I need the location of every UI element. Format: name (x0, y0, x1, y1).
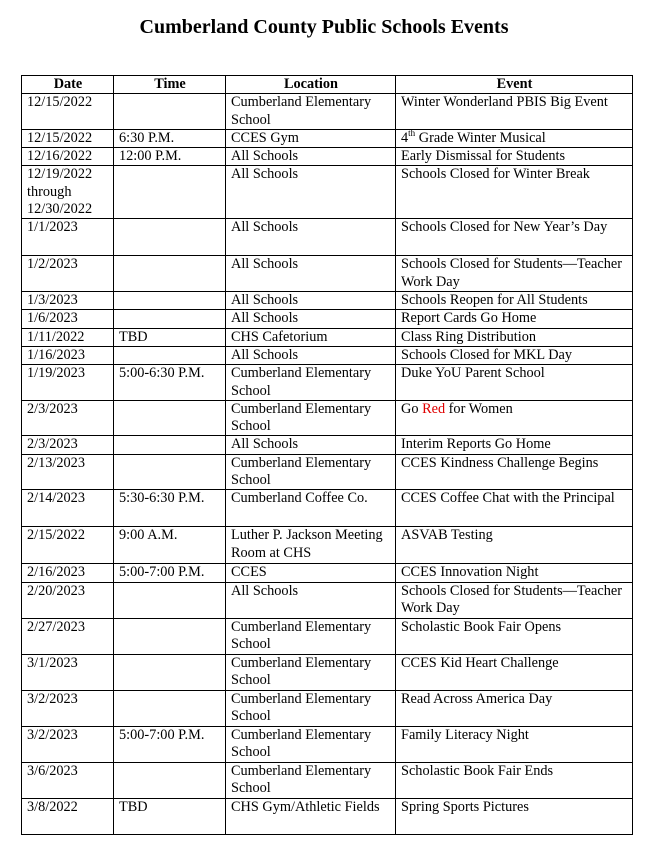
cell-date: 3/2/2023 (22, 726, 114, 762)
event-text: Interim Reports Go Home (401, 436, 551, 453)
cell-location: Cumberland Elementary School (226, 454, 396, 490)
cell-date: 12/15/2022 (22, 94, 114, 130)
cell-event (396, 527, 633, 564)
cell-date: 1/6/2023 (22, 310, 114, 328)
cell-date: 1/11/2022 (22, 328, 114, 346)
cell-event (396, 454, 633, 490)
cell-date: 1/19/2023 (22, 365, 114, 401)
event-text: Read Across America Day (401, 690, 553, 707)
cell-time (114, 454, 226, 490)
column-header-time: Time (114, 76, 226, 94)
table-row (22, 346, 633, 364)
table-row (22, 292, 633, 310)
table-row (22, 454, 633, 490)
cell-event (396, 762, 633, 798)
cell-location: All Schools (226, 582, 396, 618)
cell-location: Cumberland Coffee Co. (226, 490, 396, 527)
cell-time (114, 618, 226, 654)
cell-event (396, 129, 633, 147)
column-header-event: Event (396, 76, 633, 94)
cell-location: Cumberland Elementary School (226, 365, 396, 401)
cell-date: 2/27/2023 (22, 618, 114, 654)
cell-time (114, 94, 226, 130)
cell-time: 5:00-6:30 P.M. (114, 365, 226, 401)
cell-location: All Schools (226, 346, 396, 364)
cell-event (396, 564, 633, 582)
cell-date: 12/16/2022 (22, 148, 114, 166)
cell-event (396, 654, 633, 690)
cell-event (396, 400, 633, 436)
cell-event (396, 148, 633, 166)
cell-date: 1/1/2023 (22, 219, 114, 256)
cell-time (114, 436, 226, 454)
event-text: Duke YoU Parent School (401, 365, 545, 382)
cell-event (396, 310, 633, 328)
cell-time: 9:00 A.M. (114, 527, 226, 564)
cell-time (114, 292, 226, 310)
event-text: CCES Innovation Night (401, 564, 539, 581)
cell-location: All Schools (226, 166, 396, 219)
cell-time (114, 256, 226, 292)
cell-time (114, 654, 226, 690)
event-text: Grade Winter Musical (415, 129, 546, 146)
event-text: ASVAB Testing (401, 527, 493, 544)
event-text: CCES Coffee Chat with the Principal (401, 490, 615, 507)
cell-location: CHS Gym/Athletic Fields (226, 798, 396, 834)
cell-event (396, 582, 633, 618)
event-text: Family Literacy Night (401, 726, 529, 743)
cell-date: 3/6/2023 (22, 762, 114, 798)
cell-date: 12/19/2022 through 12/30/2022 (22, 166, 114, 219)
table-row (22, 490, 633, 527)
table-row (22, 762, 633, 798)
table-body (22, 94, 633, 834)
cell-location: Cumberland Elementary School (226, 726, 396, 762)
table-row (22, 94, 633, 130)
column-header-date: Date (22, 76, 114, 94)
table-row (22, 582, 633, 618)
cell-event (396, 726, 633, 762)
cell-location: All Schools (226, 148, 396, 166)
cell-location: Cumberland Elementary School (226, 94, 396, 130)
cell-time: 5:00-7:00 P.M. (114, 564, 226, 582)
event-text: CCES Kid Heart Challenge (401, 654, 559, 671)
event-text: Class Ring Distribution (401, 328, 537, 345)
cell-date: 1/16/2023 (22, 346, 114, 364)
cell-location: CCES (226, 564, 396, 582)
table-row (22, 690, 633, 726)
event-text: Schools Closed for New Year’s Day (401, 219, 608, 236)
page-title: Cumberland County Public Schools Events (139, 16, 509, 38)
table-row (22, 256, 633, 292)
cell-location: Cumberland Elementary School (226, 618, 396, 654)
table-row (22, 654, 633, 690)
cell-event (396, 328, 633, 346)
cell-time (114, 762, 226, 798)
table-row (22, 328, 633, 346)
table-row (22, 129, 633, 147)
event-text: Spring Sports Pictures (401, 798, 529, 815)
cell-location: All Schools (226, 256, 396, 292)
table-row (22, 166, 633, 219)
cell-time (114, 690, 226, 726)
event-text: for Women (445, 400, 513, 417)
event-text: Schools Closed for Students—Teacher Work Day (401, 582, 622, 616)
cell-time (114, 310, 226, 328)
cell-time (114, 400, 226, 436)
cell-date: 2/20/2023 (22, 582, 114, 618)
cell-time (114, 219, 226, 256)
table-row (22, 618, 633, 654)
table-row (22, 564, 633, 582)
event-text-highlight: Red (422, 400, 446, 417)
event-text-prefix: 4 (401, 129, 409, 146)
table-row (22, 436, 633, 454)
event-text: Schools Closed for Students—Teacher Work Day (401, 256, 622, 290)
cell-time: TBD (114, 798, 226, 834)
cell-date: 3/1/2023 (22, 654, 114, 690)
cell-date: 2/13/2023 (22, 454, 114, 490)
events-table (21, 75, 633, 835)
table-row (22, 798, 633, 834)
cell-location: Cumberland Elementary School (226, 654, 396, 690)
table-row (22, 365, 633, 401)
cell-date: 2/3/2023 (22, 436, 114, 454)
event-text: Winter Wonderland PBIS Big Event (401, 94, 608, 111)
event-text: Scholastic Book Fair Ends (401, 762, 554, 779)
cell-date: 2/15/2022 (22, 527, 114, 564)
table-row (22, 527, 633, 564)
cell-location: All Schools (226, 436, 396, 454)
cell-date: 3/2/2023 (22, 690, 114, 726)
cell-event (396, 436, 633, 454)
cell-event (396, 618, 633, 654)
cell-date: 12/15/2022 (22, 129, 114, 147)
cell-location: Cumberland Elementary School (226, 400, 396, 436)
cell-event (396, 690, 633, 726)
event-text: Schools Reopen for All Students (401, 292, 588, 309)
cell-location: CHS Cafetorium (226, 328, 396, 346)
cell-event (396, 490, 633, 527)
cell-location: All Schools (226, 219, 396, 256)
cell-location: Luther P. Jackson Meeting Room at CHS (226, 527, 396, 564)
event-text: Schools Closed for MKL Day (401, 346, 573, 363)
cell-event (396, 365, 633, 401)
cell-time: 6:30 P.M. (114, 129, 226, 147)
cell-time (114, 166, 226, 219)
cell-location: Cumberland Elementary School (226, 762, 396, 798)
cell-time: 5:00-7:00 P.M. (114, 726, 226, 762)
cell-location: All Schools (226, 310, 396, 328)
cell-event (396, 219, 633, 256)
cell-time: TBD (114, 328, 226, 346)
cell-time (114, 346, 226, 364)
cell-event (396, 798, 633, 834)
event-text: Scholastic Book Fair Opens (401, 618, 562, 635)
cell-location: Cumberland Elementary School (226, 690, 396, 726)
cell-time: 5:30-6:30 P.M. (114, 490, 226, 527)
table-row (22, 726, 633, 762)
cell-date: 1/2/2023 (22, 256, 114, 292)
table-row (22, 400, 633, 436)
cell-location: All Schools (226, 292, 396, 310)
event-text: CCES Kindness Challenge Begins (401, 454, 599, 471)
event-text-superscript: th (408, 129, 416, 139)
cell-date: 2/3/2023 (22, 400, 114, 436)
table-row (22, 310, 633, 328)
cell-event (396, 292, 633, 310)
cell-event (396, 166, 633, 219)
column-header-location: Location (226, 76, 396, 94)
event-text: Schools Closed for Winter Break (401, 166, 590, 183)
cell-date: 1/3/2023 (22, 292, 114, 310)
cell-event (396, 256, 633, 292)
cell-time (114, 582, 226, 618)
cell-date: 2/14/2023 (22, 490, 114, 527)
table-row (22, 148, 633, 166)
event-text-prefix: Go (401, 400, 423, 417)
cell-date: 3/8/2022 (22, 798, 114, 834)
cell-date: 2/16/2023 (22, 564, 114, 582)
cell-event (396, 346, 633, 364)
table-row (22, 219, 633, 256)
event-text: Report Cards Go Home (401, 310, 537, 327)
cell-time: 12:00 P.M. (114, 148, 226, 166)
event-text: Early Dismissal for Students (401, 148, 566, 165)
cell-location: CCES Gym (226, 129, 396, 147)
cell-event (396, 94, 633, 130)
table-header-row (22, 76, 633, 94)
